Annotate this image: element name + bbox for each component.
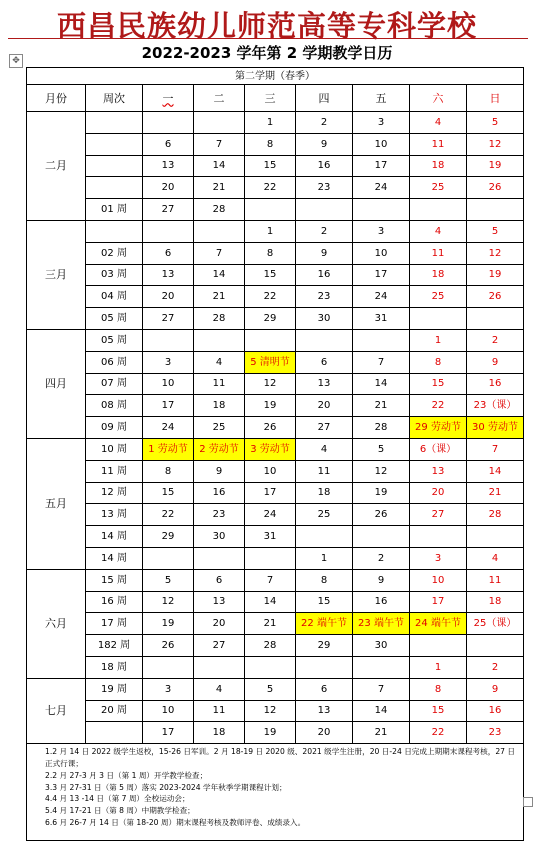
day-cell[interactable]: 20 (143, 286, 194, 308)
day-cell[interactable]: 18 (410, 155, 467, 177)
day-cell[interactable]: 15 (410, 700, 467, 722)
day-cell[interactable] (245, 656, 296, 678)
day-cell[interactable]: 20 (296, 395, 353, 417)
week-number-cell[interactable]: 05 周 (86, 308, 143, 330)
day-cell[interactable]: 22 端午节 (296, 613, 353, 635)
day-cell[interactable]: 1 (245, 220, 296, 242)
header-rule (8, 38, 528, 39)
day-cell[interactable]: 3 劳动节 (245, 438, 296, 460)
day-cell[interactable]: 7 (194, 242, 245, 264)
week-number-cell[interactable]: 08 周 (86, 395, 143, 417)
day-cell[interactable]: 9 (296, 242, 353, 264)
day-cell[interactable]: 2 (296, 112, 353, 134)
day-cell[interactable]: 15 (296, 591, 353, 613)
week-number-cell[interactable] (86, 722, 143, 744)
month-cell[interactable]: 五月 (27, 438, 86, 569)
day-cell[interactable]: 24 端午节 (410, 613, 467, 635)
day-cell[interactable] (296, 199, 353, 221)
day-cell[interactable]: 7 (467, 438, 524, 460)
week-row (27, 678, 524, 700)
day-cell[interactable]: 13 (143, 264, 194, 286)
day-cell[interactable]: 12 (245, 700, 296, 722)
day-cell[interactable]: 5 (467, 112, 524, 134)
day-cell[interactable]: 29 (143, 526, 194, 548)
day-cell[interactable]: 8 (410, 351, 467, 373)
week-number-cell[interactable] (86, 112, 143, 134)
day-cell[interactable]: 31 (353, 308, 410, 330)
day-cell[interactable]: 30 (353, 635, 410, 657)
day-cell[interactable]: 26 (245, 417, 296, 439)
column-header-6[interactable]: 五 (353, 85, 410, 112)
day-cell[interactable]: 19 (467, 155, 524, 177)
day-cell[interactable] (410, 635, 467, 657)
day-cell[interactable]: 12 (143, 591, 194, 613)
note-item: 1.2 月 14 日 2022 级学生返校，15-26 日军训。2 月 18-19 日 2020 级、2021 级学生注册，20 日-24 日完成上期期末课程考核，27 日正式行课； (45, 747, 515, 768)
day-cell[interactable]: 13 (296, 700, 353, 722)
week-number-cell[interactable]: 182 周 (86, 635, 143, 657)
day-cell[interactable]: 16 (467, 700, 524, 722)
column-header-4[interactable]: 三 (245, 85, 296, 112)
week-row (27, 526, 524, 548)
day-cell[interactable]: 16 (194, 482, 245, 504)
day-cell[interactable]: 15 (245, 264, 296, 286)
day-cell[interactable]: 17 (410, 591, 467, 613)
note-item: 3.3 月 27-31 日（第 5 周）落实 2023-2024 学年秋季学期课程计划； (45, 782, 287, 792)
week-row (27, 264, 524, 286)
day-cell[interactable]: 23 (467, 722, 524, 744)
day-cell[interactable]: 20 (296, 722, 353, 744)
week-row (27, 569, 524, 591)
day-cell[interactable]: 10 (353, 242, 410, 264)
day-cell[interactable]: 20 (410, 482, 467, 504)
week-row (27, 286, 524, 308)
day-cell[interactable]: 16 (353, 591, 410, 613)
day-cell[interactable]: 11 (467, 569, 524, 591)
notes-cell[interactable] (27, 744, 524, 841)
column-header-row (27, 85, 524, 112)
day-cell[interactable]: 22 (245, 177, 296, 199)
day-cell[interactable]: 8 (245, 133, 296, 155)
day-cell[interactable]: 16 (296, 155, 353, 177)
week-row (27, 438, 524, 460)
month-cell[interactable]: 二月 (27, 112, 86, 221)
day-cell[interactable]: 21 (245, 613, 296, 635)
day-cell[interactable]: 11 (194, 700, 245, 722)
month-cell[interactable]: 三月 (27, 220, 86, 329)
month-cell[interactable]: 六月 (27, 569, 86, 678)
day-cell[interactable]: 15 (245, 155, 296, 177)
week-row (27, 722, 524, 744)
school-name-header: 西昌民族幼儿师范高等专科学校 (56, 9, 477, 43)
day-cell[interactable]: 17 (353, 264, 410, 286)
week-number-cell[interactable]: 16 周 (86, 591, 143, 613)
day-cell[interactable]: 19 (245, 722, 296, 744)
day-cell[interactable]: 10 (410, 569, 467, 591)
day-cell[interactable]: 5 (467, 220, 524, 242)
day-cell[interactable]: 25 (194, 417, 245, 439)
column-header-8[interactable]: 日 (467, 85, 524, 112)
day-cell[interactable]: 1 (296, 547, 353, 569)
day-cell[interactable]: 10 (353, 133, 410, 155)
week-row (27, 460, 524, 482)
day-cell[interactable]: 17 (143, 395, 194, 417)
day-cell[interactable]: 4 (194, 678, 245, 700)
day-cell[interactable]: 23 (296, 177, 353, 199)
day-cell[interactable]: 24 (353, 286, 410, 308)
day-cell[interactable]: 25 (296, 504, 353, 526)
note-item: 4.4 月 13 -14 日（第 7 周）全校运动会； (45, 794, 190, 804)
column-header-3[interactable]: 二 (194, 85, 245, 112)
day-cell[interactable] (245, 329, 296, 351)
day-cell[interactable]: 9 (467, 678, 524, 700)
day-cell[interactable]: 3 (353, 112, 410, 134)
day-cell[interactable]: 25（课） (467, 613, 524, 635)
day-cell[interactable] (194, 547, 245, 569)
day-cell[interactable]: 9 (467, 351, 524, 373)
day-cell[interactable]: 6 (143, 133, 194, 155)
week-row (27, 308, 524, 330)
day-cell[interactable]: 13 (296, 373, 353, 395)
week-row (27, 656, 524, 678)
calendar-table (26, 67, 524, 841)
day-cell[interactable]: 14 (467, 460, 524, 482)
note-item: 5.4 月 17-21 日（第 8 周）中期教学检查； (45, 806, 195, 816)
day-cell[interactable]: 18 (410, 264, 467, 286)
day-cell[interactable]: 11 (194, 373, 245, 395)
calendar-title: 2022-2023 学年第 2 学期教学日历 (141, 44, 393, 62)
day-cell[interactable] (467, 199, 524, 221)
week-number-cell[interactable]: 20 周 (86, 700, 143, 722)
week-row (27, 199, 524, 221)
week-number-cell[interactable]: 09 周 (86, 417, 143, 439)
month-cell[interactable]: 七月 (27, 678, 86, 743)
day-cell[interactable]: 7 (353, 678, 410, 700)
day-cell[interactable] (296, 526, 353, 548)
week-number-cell[interactable]: 01 周 (86, 199, 143, 221)
day-cell[interactable]: 21 (353, 722, 410, 744)
day-cell[interactable]: 1 劳动节 (143, 438, 194, 460)
day-cell[interactable]: 2 (467, 329, 524, 351)
day-cell[interactable]: 4 (296, 438, 353, 460)
day-cell[interactable]: 31 (245, 526, 296, 548)
day-cell[interactable]: 25 (410, 286, 467, 308)
week-number-cell[interactable]: 10 周 (86, 438, 143, 460)
day-cell[interactable]: 22 (143, 504, 194, 526)
week-row (27, 504, 524, 526)
day-cell[interactable]: 27 (194, 635, 245, 657)
day-cell[interactable]: 12 (467, 242, 524, 264)
day-cell[interactable]: 10 (143, 700, 194, 722)
day-cell[interactable]: 12 (245, 373, 296, 395)
day-cell[interactable]: 19 (245, 395, 296, 417)
day-cell[interactable]: 2 (353, 547, 410, 569)
week-number-cell[interactable]: 18 周 (86, 656, 143, 678)
day-cell[interactable]: 13 (410, 460, 467, 482)
day-cell[interactable]: 26 (353, 504, 410, 526)
day-cell[interactable]: 21 (353, 395, 410, 417)
day-cell[interactable] (467, 635, 524, 657)
day-cell[interactable]: 12 (467, 133, 524, 155)
week-row (27, 112, 524, 134)
week-row (27, 373, 524, 395)
day-cell[interactable]: 28 (467, 504, 524, 526)
day-cell[interactable] (410, 526, 467, 548)
day-cell[interactable]: 19 (467, 264, 524, 286)
day-cell[interactable]: 7 (353, 351, 410, 373)
column-header-5[interactable]: 四 (296, 85, 353, 112)
day-cell[interactable]: 1 (245, 112, 296, 134)
day-cell[interactable] (467, 526, 524, 548)
day-cell[interactable]: 29 (245, 308, 296, 330)
day-cell[interactable] (143, 220, 194, 242)
day-cell[interactable]: 6 (194, 569, 245, 591)
day-cell[interactable]: 27 (143, 308, 194, 330)
week-row (27, 417, 524, 439)
day-cell[interactable] (353, 656, 410, 678)
day-cell[interactable] (143, 112, 194, 134)
week-row (27, 133, 524, 155)
day-cell[interactable]: 6（课） (410, 438, 467, 460)
week-number-cell[interactable]: 14 周 (86, 526, 143, 548)
day-cell[interactable]: 30 (296, 308, 353, 330)
day-cell[interactable]: 1 (410, 329, 467, 351)
day-cell[interactable]: 27 (143, 199, 194, 221)
day-cell[interactable]: 6 (143, 242, 194, 264)
day-cell[interactable]: 4 (194, 351, 245, 373)
day-cell[interactable]: 26 (467, 177, 524, 199)
day-cell[interactable]: 14 (353, 700, 410, 722)
day-cell[interactable]: 21 (194, 286, 245, 308)
day-cell[interactable]: 17 (245, 482, 296, 504)
week-number-cell[interactable]: 05 周 (86, 329, 143, 351)
week-row (27, 351, 524, 373)
column-header-2[interactable]: 一 (143, 85, 194, 112)
day-cell[interactable]: 20 (194, 613, 245, 635)
day-cell[interactable]: 8 (410, 678, 467, 700)
day-cell[interactable] (194, 112, 245, 134)
week-row (27, 177, 524, 199)
week-number-cell[interactable]: 02 周 (86, 242, 143, 264)
day-cell[interactable]: 27 (296, 417, 353, 439)
week-row (27, 155, 524, 177)
day-cell[interactable]: 21 (194, 177, 245, 199)
day-cell[interactable]: 25 (410, 177, 467, 199)
day-cell[interactable]: 5 (245, 678, 296, 700)
day-cell[interactable]: 5 (143, 569, 194, 591)
day-cell[interactable] (410, 199, 467, 221)
day-cell[interactable] (353, 329, 410, 351)
day-cell[interactable]: 21 (467, 482, 524, 504)
day-cell[interactable] (353, 199, 410, 221)
day-cell[interactable]: 26 (467, 286, 524, 308)
day-cell[interactable]: 29 劳动节 (410, 417, 467, 439)
day-cell[interactable]: 15 (410, 373, 467, 395)
day-cell[interactable]: 7 (245, 569, 296, 591)
week-row (27, 482, 524, 504)
week-row (27, 395, 524, 417)
day-cell[interactable]: 14 (245, 591, 296, 613)
week-number-cell[interactable]: 11 周 (86, 460, 143, 482)
day-cell[interactable] (245, 547, 296, 569)
column-header-7[interactable]: 六 (410, 85, 467, 112)
day-cell[interactable]: 9 (296, 133, 353, 155)
day-cell[interactable]: 12 (353, 460, 410, 482)
day-cell[interactable]: 27 (410, 504, 467, 526)
day-cell[interactable]: 14 (194, 264, 245, 286)
week-number-cell[interactable]: 06 周 (86, 351, 143, 373)
week-number-cell[interactable]: 04 周 (86, 286, 143, 308)
day-cell[interactable]: 6 (296, 351, 353, 373)
day-cell[interactable] (410, 308, 467, 330)
day-cell[interactable]: 17 (353, 155, 410, 177)
day-cell[interactable]: 18 (467, 591, 524, 613)
day-cell[interactable]: 22 (410, 395, 467, 417)
day-cell[interactable]: 10 (143, 373, 194, 395)
day-cell[interactable]: 13 (143, 155, 194, 177)
week-number-cell[interactable]: 03 周 (86, 264, 143, 286)
day-cell[interactable]: 2 劳动节 (194, 438, 245, 460)
day-cell[interactable]: 13 (194, 591, 245, 613)
table-resize-handle-icon[interactable] (523, 797, 533, 807)
day-cell[interactable]: 26 (143, 635, 194, 657)
week-number-cell[interactable]: 14 周 (86, 547, 143, 569)
week-row (27, 220, 524, 242)
day-cell[interactable]: 29 (296, 635, 353, 657)
day-cell[interactable]: 11 (296, 460, 353, 482)
day-cell[interactable]: 19 (143, 613, 194, 635)
day-cell[interactable]: 28 (245, 635, 296, 657)
day-cell[interactable]: 9 (194, 460, 245, 482)
week-row (27, 547, 524, 569)
day-cell[interactable]: 28 (194, 308, 245, 330)
week-row (27, 591, 524, 613)
day-cell[interactable] (194, 220, 245, 242)
week-number-cell[interactable] (86, 177, 143, 199)
day-cell[interactable] (194, 656, 245, 678)
week-row (27, 242, 524, 264)
day-cell[interactable]: 23（课） (467, 395, 524, 417)
day-cell[interactable]: 24 (245, 504, 296, 526)
day-cell[interactable]: 22 (245, 286, 296, 308)
day-cell[interactable]: 20 (143, 177, 194, 199)
day-cell[interactable]: 11 (410, 133, 467, 155)
day-cell[interactable]: 2 (296, 220, 353, 242)
day-cell[interactable]: 9 (353, 569, 410, 591)
day-cell[interactable]: 23 (296, 286, 353, 308)
day-cell[interactable]: 16 (296, 264, 353, 286)
day-cell[interactable]: 3 (410, 547, 467, 569)
week-row (27, 329, 524, 351)
day-cell[interactable]: 28 (194, 199, 245, 221)
day-cell[interactable]: 8 (143, 460, 194, 482)
week-row (27, 613, 524, 635)
day-cell[interactable] (296, 656, 353, 678)
day-cell[interactable]: 19 (353, 482, 410, 504)
note-item: 6.6 月 26-7 月 14 日（第 18-20 周）期末课程考核及教师评卷、成绩录入。 (45, 817, 306, 827)
day-cell[interactable]: 18 (194, 395, 245, 417)
day-cell[interactable] (296, 329, 353, 351)
week-number-cell[interactable]: 19 周 (86, 678, 143, 700)
day-cell[interactable] (143, 547, 194, 569)
day-cell[interactable]: 22 (410, 722, 467, 744)
day-cell[interactable]: 28 (353, 417, 410, 439)
notes-row (27, 744, 524, 841)
week-number-cell[interactable] (86, 155, 143, 177)
day-cell[interactable]: 16 (467, 373, 524, 395)
week-row (27, 635, 524, 657)
day-cell[interactable] (143, 329, 194, 351)
day-cell[interactable] (143, 656, 194, 678)
day-cell[interactable]: 23 端午节 (353, 613, 410, 635)
day-cell[interactable]: 6 (296, 678, 353, 700)
day-cell[interactable]: 4 (410, 112, 467, 134)
day-cell[interactable]: 11 (410, 242, 467, 264)
day-cell[interactable]: 4 (410, 220, 467, 242)
week-number-cell[interactable]: 13 周 (86, 504, 143, 526)
month-cell[interactable]: 四月 (27, 329, 86, 438)
week-number-cell[interactable] (86, 220, 143, 242)
day-cell[interactable]: 4 (467, 547, 524, 569)
week-row (27, 700, 524, 722)
day-cell[interactable]: 30 劳动节 (467, 417, 524, 439)
day-cell[interactable]: 5 清明节 (245, 351, 296, 373)
week-number-cell[interactable]: 12 周 (86, 482, 143, 504)
day-cell[interactable]: 30 (194, 526, 245, 548)
semester-label[interactable]: 第二学期（春季） (27, 68, 524, 85)
day-cell[interactable]: 14 (353, 373, 410, 395)
note-item: 2.2 月 27-3 月 3 日（第 1 周）开学教学检查； (45, 770, 208, 780)
day-cell[interactable]: 7 (194, 133, 245, 155)
week-number-cell[interactable]: 07 周 (86, 373, 143, 395)
day-cell[interactable]: 14 (194, 155, 245, 177)
day-cell[interactable]: 24 (143, 417, 194, 439)
day-cell[interactable]: 15 (143, 482, 194, 504)
semester-row (27, 68, 524, 85)
day-cell[interactable]: 8 (245, 242, 296, 264)
day-cell[interactable]: 5 (353, 438, 410, 460)
day-cell[interactable]: 23 (194, 504, 245, 526)
day-cell[interactable] (467, 308, 524, 330)
day-cell[interactable] (194, 329, 245, 351)
day-cell[interactable] (353, 526, 410, 548)
day-cell[interactable]: 1 (410, 656, 467, 678)
table-move-handle-icon[interactable]: ✥ (9, 54, 23, 68)
day-cell[interactable]: 18 (296, 482, 353, 504)
column-header-1[interactable]: 周次 (86, 85, 143, 112)
day-cell[interactable]: 8 (296, 569, 353, 591)
day-cell[interactable]: 2 (467, 656, 524, 678)
day-cell[interactable]: 17 (143, 722, 194, 744)
day-cell[interactable]: 24 (353, 177, 410, 199)
week-number-cell[interactable]: 15 周 (86, 569, 143, 591)
day-cell[interactable]: 18 (194, 722, 245, 744)
day-cell[interactable] (245, 199, 296, 221)
week-number-cell[interactable] (86, 133, 143, 155)
day-cell[interactable]: 3 (143, 678, 194, 700)
column-header-0[interactable]: 月份 (27, 85, 86, 112)
week-number-cell[interactable]: 17 周 (86, 613, 143, 635)
day-cell[interactable]: 3 (143, 351, 194, 373)
day-cell[interactable]: 10 (245, 460, 296, 482)
day-cell[interactable]: 3 (353, 220, 410, 242)
